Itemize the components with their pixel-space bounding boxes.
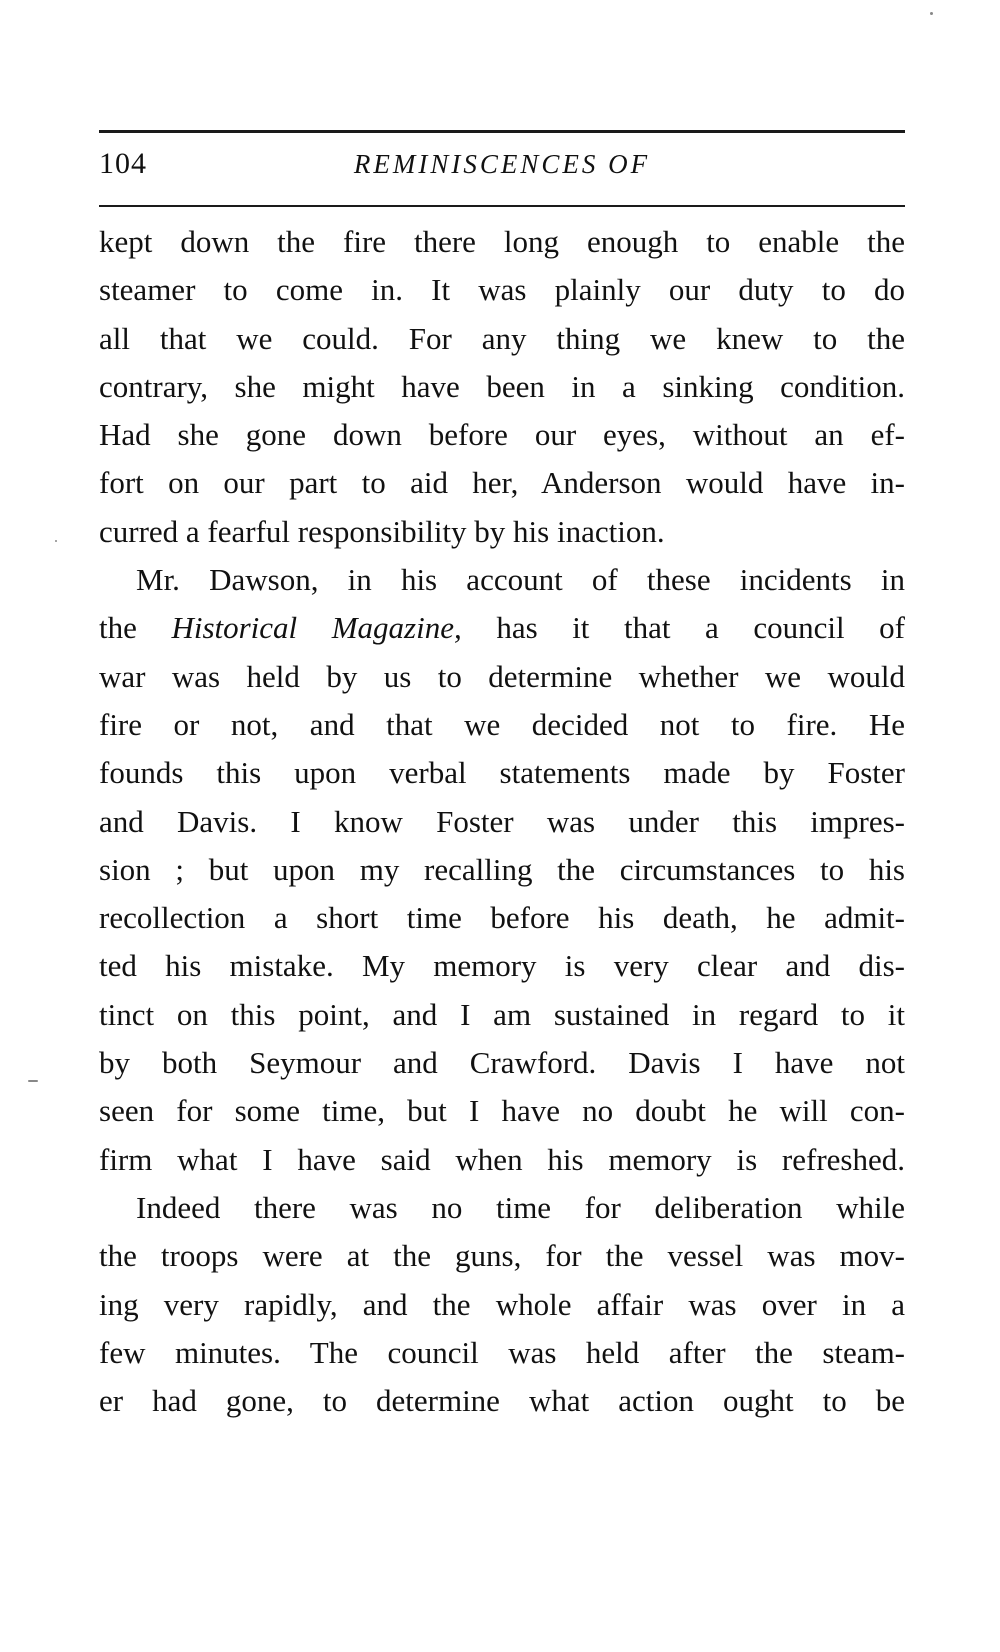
text-line: contrary, she might have been in a sinking condition. [99, 368, 905, 404]
text-line: tinct on this point, and I am sustained in regard to it [99, 996, 905, 1032]
text-line: Mr. Dawson, in his account of these incidents in [136, 562, 905, 598]
text-line: Indeed there was no time for deliberation while [136, 1189, 905, 1225]
text-line-with-title [99, 604, 905, 652]
text-line: the troops were at the guns, for the vessel was mov- [99, 1238, 905, 1274]
text-line: recollection a short time before his death, he admit- [99, 900, 905, 936]
text-line: few minutes. The council was held after the steam- [99, 1334, 905, 1370]
text-line: ing very rapidly, and the whole affair was over in a [99, 1286, 905, 1322]
text-line: curred a fearful responsibility by his inaction. [99, 513, 665, 549]
paper-speck [55, 540, 57, 542]
running-head: REMINISCENCES OF [353, 149, 651, 179]
text-fragment: has it that a council of [496, 610, 905, 646]
body-text [99, 218, 905, 1425]
magazine-title: Historical Magazine, [171, 610, 462, 646]
page-header [99, 147, 905, 191]
text-line: kept down the fire there long enough to enable the [99, 224, 905, 259]
text-line: sion ; but upon my recalling the circumstances to his [99, 851, 905, 887]
header-bottom-rule [99, 205, 905, 207]
paper-speck [28, 1080, 38, 1082]
paper-speck [930, 12, 933, 15]
text-line: all that we could. For any thing we knew to the [99, 320, 905, 356]
text-line: er had gone, to determine what action ought to be [99, 1383, 905, 1419]
text-line: fort on our part to aid her, Anderson would have in- [99, 465, 905, 501]
header-top-rule [99, 130, 905, 133]
text-line: steamer to come in. It was plainly our duty to do [99, 272, 905, 308]
text-line: firm what I have said when his memory is refreshed. [99, 1141, 905, 1177]
text-line: war was held by us to determine whether we would [99, 658, 905, 694]
text-line: founds this upon verbal statements made by Foster [99, 755, 905, 791]
text-line: ted his mistake. My memory is very clear and dis- [99, 948, 905, 984]
text-line: and Davis. I know Foster was under this impres- [99, 803, 905, 839]
text-fragment: the [99, 610, 137, 646]
text-line: fire or not, and that we decided not to fire. He [99, 706, 905, 742]
text-line: by both Seymour and Crawford. Davis I have not [99, 1045, 905, 1081]
page-number: 104 [99, 147, 147, 180]
text-line: Had she gone down before our eyes, without an ef- [99, 417, 905, 453]
text-line: seen for some time, but I have no doubt he will con- [99, 1093, 905, 1129]
